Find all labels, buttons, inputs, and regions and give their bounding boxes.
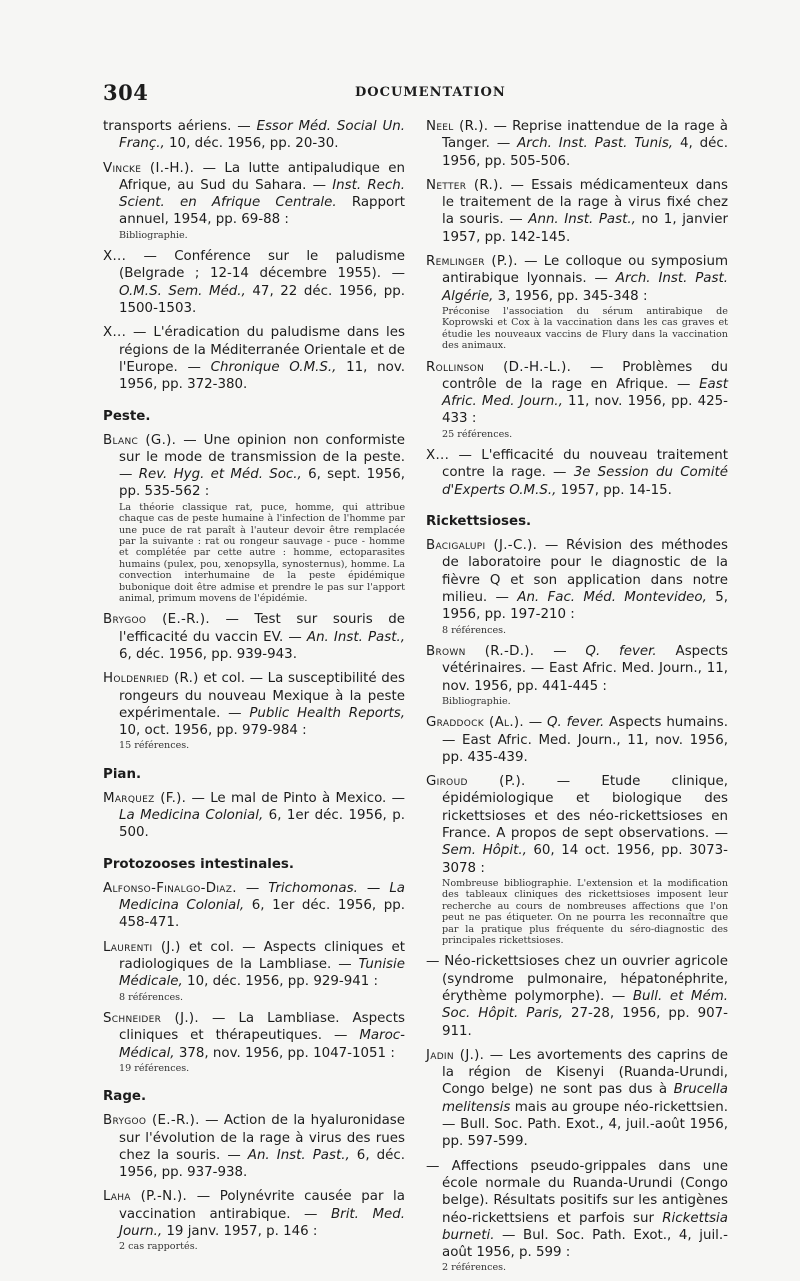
bibliography-entry — [426, 118, 728, 170]
entry-note: 8 références. — [442, 624, 507, 636]
entry-note: Bibliographie. — [442, 695, 511, 707]
entry-publication: An. Inst. Past., — [247, 1147, 350, 1163]
entry-text: — — [534, 643, 586, 659]
bibliography-entry — [103, 248, 405, 317]
entry-details: 6, 1er déc. 1956, pp. 458-471. — [119, 898, 405, 931]
bibliography-entry — [103, 1010, 405, 1074]
entry-text: — La Lambliase. Aspects cliniques et thérapeutiques. — — [119, 1010, 405, 1044]
entry-note: Bibliographie. — [119, 229, 188, 241]
bibliography-entry — [426, 359, 728, 441]
entry-note: Nombreuse bibliographie. L'extension et la modification des tableaux cliniques des rickettsioses imposent leur recherche au cours de nombreuses affections que l'on peut ne pas étiqueter. On ne pourra les reconnaître que par la pratique plus fréquente du séro-diagnostic des principales rickettsioses. — [442, 877, 728, 946]
bibliography-entry — [103, 160, 405, 242]
entry-details: 1957, pp. 14-15. — [556, 482, 672, 498]
bibliography-entry — [426, 537, 728, 636]
entry-text: — Polynévrite causée par la vaccination antirabique. — — [119, 1189, 405, 1222]
entry-publication: Essor Méd. Social Un. Franç., — [119, 119, 405, 152]
entry-author: Blanc (G.). — [103, 432, 177, 448]
entry-details: 4, déc. 1956, pp. 505-506. — [442, 136, 729, 169]
running-title: DOCUMENTATION — [355, 85, 506, 100]
entry-text: — Test sur souris de l'efficacité du vaccin EV. — — [119, 612, 405, 645]
entry-details: 19 janv. 1957, p. 146 : — [162, 1224, 318, 1240]
bibliography-entry — [426, 773, 728, 946]
entry-author: X... — [103, 325, 127, 341]
entry-text: — L'efficacité du nouveau traitement contre la rage. — — [442, 448, 728, 481]
entry-text: — L'éradication du paludisme dans les régions de la Méditerranée Orientale et de l'Europe. — — [119, 325, 405, 375]
entry-publication: Trichomonas. — La Medicina Colonial, — [119, 880, 405, 914]
page-number: 304 — [103, 80, 149, 105]
bibliography-entry — [426, 643, 728, 707]
entry-text: — Essais médicamenteux dans le traitement de la rage à virus fixé chez la souris. — — [442, 177, 728, 228]
entry-note: Préconise l'association du sérum antirabique de Koprowski et Cox à la vaccination dans les cas graves et étudie les nouveaux vaccins de Flury dans la vaccination des animaux. — [442, 305, 728, 352]
entry-author: Jadin (J.). — [426, 1047, 485, 1063]
bibliography-entry — [426, 953, 728, 1039]
bibliography-entry — [103, 1112, 405, 1181]
entry-details: 5, 1956, pp. 197-210 : — [442, 589, 728, 623]
entry-publication: Brit. Med. Journ., — [119, 1206, 406, 1240]
entry-publication: Arch. Inst. Past. Algérie, — [442, 271, 728, 304]
entry-text: — Etude clinique, épidémiologique et biologique des rickettsioses et des néo-rickettsioses en France. A propos de sept observations. — — [442, 774, 728, 842]
entry-text: et col. — La susceptibilité des rongeurs du nouveau Mexique à la peste expérimentale. — — [119, 671, 405, 721]
entry-author: Remlinger (P.). — [426, 254, 518, 270]
entry-details: 10, oct. 1956, pp. 979-984 : — [119, 723, 307, 739]
entry-text: — Problèmes du contrôle de la rage en Afrique. — — [442, 359, 728, 392]
entry-text: — Reprise inattendue de la rage à Tanger. — — [442, 119, 728, 152]
entry-author: Brown (R.-D.). — [426, 643, 535, 659]
entry-text: — Une opinion non conformiste sur le mode de transmission de la peste. — — [119, 432, 405, 483]
entry-publication: Q. fever. — [585, 643, 657, 659]
entry-author: Bacigalupi (J.-C.). — [426, 538, 538, 554]
entry-publication: An. Fac. Méd. Montevideo, — [517, 589, 707, 605]
entry-publication: Brucella melitensis — [442, 1082, 728, 1115]
bibliography-entry — [103, 118, 405, 153]
entry-note: 8 références. — [119, 991, 184, 1003]
entry-note: La théorie classique rat, puce, homme, qui attribue chaque cas de peste humaine à l'infection de l'homme par une puce de rat paraît à l'auteur devoir être remplacée par la suivante : rat ou rongeur sauvage - puce - homme et complétée par cette autre : homme, ectoparasites humains (pulex, pou, xenopsylla, synosternus), homme. La convection interhumaine de la peste épidémique bubonique doit être admise et prendre le pas sur l'apport animal, primum movens de l'épidémie. — [119, 501, 405, 604]
entry-text: — Le colloque ou symposium antirabique lyonnais. — — [442, 254, 728, 287]
entry-author: Laurenti (J.) — [103, 939, 181, 955]
bibliography-entry — [426, 1158, 728, 1274]
bibliography-entry — [103, 939, 405, 1003]
entry-author: Schneider (J.). — [103, 1010, 199, 1026]
entry-publication: An. Inst. Past., — [306, 629, 405, 645]
entry-author: Netter (R.). — [426, 177, 504, 193]
entry-publication: Tunisie Médicale, — [119, 956, 405, 990]
entry-publication: Rickettsia burneti. — [442, 1210, 728, 1243]
entry-text: — Les avortements des caprins de la région de Kisenyi (Ruanda-Urundi, Congo belge) ne sont pas dus à — [442, 1047, 728, 1098]
section-heading: Rage. — [103, 1089, 147, 1105]
entry-note: 25 références. — [442, 428, 513, 440]
entry-text: — Le mal de Pinto à Mexico. — — [186, 790, 405, 806]
entry-details: 11, nov. 1956, pp. 425-433 : — [442, 394, 728, 427]
entry-publication: East Afric. Med. Journ., — [442, 376, 728, 410]
entry-text: — Conférence sur le paludisme (Belgrade ; 12-14 décembre 1955). — — [119, 249, 405, 282]
entry-publication: 3e Session du Comité d'Experts O.M.S., — [442, 465, 729, 498]
entry-author: Marquez (F.). — [103, 790, 187, 806]
entry-details: 11, nov. 1956, pp. 372-380. — [119, 359, 405, 393]
entry-details: 378, nov. 1956, pp. 1047-1051 : — [174, 1045, 395, 1061]
entry-details: Aspects vétérinaires. — East Afric. Med. Journ., 11, nov. 1956, pp. 441-445 : — [442, 643, 728, 694]
bibliography-entry — [426, 714, 728, 766]
bibliography-entry — [103, 670, 405, 752]
entry-author: Brygoo (E.-R.). — [103, 1113, 200, 1129]
bibliography-entry — [103, 880, 405, 932]
entry-publication: Ann. Inst. Past., — [528, 212, 636, 228]
entry-publication: Maroc-Médical, — [119, 1028, 405, 1061]
entry-author: X... — [426, 448, 450, 464]
entry-author: Laha (P.-N.). — [103, 1189, 188, 1205]
entry-details: 6, déc. 1956, pp. 937-938. — [119, 1147, 405, 1181]
bibliography-entry — [426, 1047, 728, 1151]
entry-publication: Bull. et Mém. Soc. Hôpit. Paris, — [442, 988, 729, 1022]
entry-publication: O.M.S. Sem. Méd., — [119, 283, 246, 299]
entry-text: — — [236, 880, 269, 896]
entry-text: — — [524, 715, 547, 731]
entry-details: 47, 22 déc. 1956, pp. 1500-1503. — [119, 283, 405, 317]
entry-details: 27-28, 1956, pp. 907-911. — [442, 1006, 728, 1039]
entry-text: — Néo-rickettsioses chez un ouvrier agricole (syndrome pulmonaire, hépatonéphrite, érythème polymorphe). — — [426, 954, 728, 1004]
entry-publication: Chronique O.M.S., — [210, 359, 337, 375]
entry-note: 2 cas rapportés. — [119, 1241, 198, 1253]
entry-details: mais au groupe néo-rickettsien. — Bull. Soc. Path. Exot., 4, juil.-août 1956, pp. 597-599. — [442, 1099, 728, 1150]
entry-details: Aspects humains. — East Afric. Med. Journ., 11, nov. 1956, pp. 435-439. — [442, 715, 728, 765]
entry-note: 15 références. — [119, 740, 190, 752]
entry-details: 6, 1er déc. 1956, p. 500. — [119, 808, 405, 841]
entry-details: 10, déc. 1956, pp. 929-941 : — [182, 974, 379, 990]
entry-author: Brygoo (E.-R.). — [103, 612, 210, 628]
entry-details: 10, déc. 1956, pp. 20-30. — [164, 136, 339, 152]
entry-text: transports aériens. — — [103, 119, 257, 134]
section-heading: Peste. — [103, 408, 151, 424]
entry-details: 6, déc. 1956, pp. 939-943. — [119, 647, 297, 662]
bibliography-entry — [103, 611, 405, 663]
entry-details: no 1, janvier 1957, pp. 142-145. — [442, 212, 728, 245]
entry-author: Vincke (I.-H.). — [103, 160, 195, 176]
bibliography-entry — [103, 1188, 405, 1252]
entry-author: Rollinson (D.-H.-L.). — [426, 359, 572, 375]
entry-author: Holdenried (R.) — [103, 671, 199, 687]
bibliography-entry — [103, 432, 405, 605]
entry-details: 60, 14 oct. 1956, pp. 3073-3078 : — [442, 843, 729, 876]
entry-note: 19 références. — [119, 1062, 190, 1074]
entry-author: Alfonso-Finalgo-Diaz. — [103, 880, 237, 896]
entry-publication: Arch. Inst. Past. Tunis, — [517, 136, 674, 152]
entry-author: Graddock (Al.). — [426, 715, 524, 731]
bibliography-entry — [426, 177, 728, 246]
bibliography-entry — [426, 447, 728, 499]
entry-author: Neel (R.). — [426, 119, 489, 134]
entry-author: Giroud (P.). — [426, 774, 526, 790]
entry-text: — La lutte antipaludique en Afrique, au Sud du Sahara. — — [119, 160, 405, 193]
entry-details: 3, 1956, pp. 345-348 : — [493, 288, 648, 304]
entry-publication: La Medicina Colonial, — [119, 808, 264, 824]
entry-text: — Révision des méthodes de laboratoire pour le diagnostic de la fièvre Q et son application dans notre milieu. — — [442, 538, 728, 605]
entry-details: Rapport annuel, 1954, pp. 69-88 : — [119, 195, 405, 228]
entry-text: — Affections pseudo-grippales dans une école normale du Ruanda-Urundi (Congo belge). Résultats positifs sur les antigènes néo-rickettsiens et parfois sur — [426, 1158, 728, 1226]
entry-publication: Q. fever. — [547, 715, 605, 731]
entry-details: 6, sept. 1956, pp. 535-562 : — [119, 467, 405, 500]
section-heading: Rickettsioses. — [426, 514, 532, 530]
entry-note: 2 références. — [442, 1262, 507, 1274]
section-heading: Protozooses intestinales. — [103, 856, 294, 872]
entry-details: — Bul. Soc. Path. Exot., 4, juil.-août 1956, p. 599 : — [442, 1227, 728, 1261]
entry-author: X... — [103, 249, 127, 265]
entry-text: — Action de la hyaluronidase sur l'évolution de la rage à virus des rues chez la souris. — — [119, 1113, 405, 1163]
entry-publication: Inst. Rech. Scient. en Afrique Centrale. — [119, 177, 405, 211]
left-column — [103, 118, 405, 1260]
entry-publication: Rev. Hyg. et Méd. Soc., — [138, 467, 302, 483]
entry-publication: Public Health Reports, — [249, 705, 405, 721]
section-heading: Pian. — [103, 766, 142, 782]
bibliography-entry — [103, 324, 405, 393]
entry-text: et col. — Aspects cliniques et radiologiques de la Lambliase. — — [119, 939, 405, 972]
right-column — [426, 118, 728, 1281]
bibliography-entry — [426, 253, 728, 352]
entry-publication: Sem. Hôpit., — [442, 843, 527, 859]
bibliography-entry — [103, 790, 405, 842]
